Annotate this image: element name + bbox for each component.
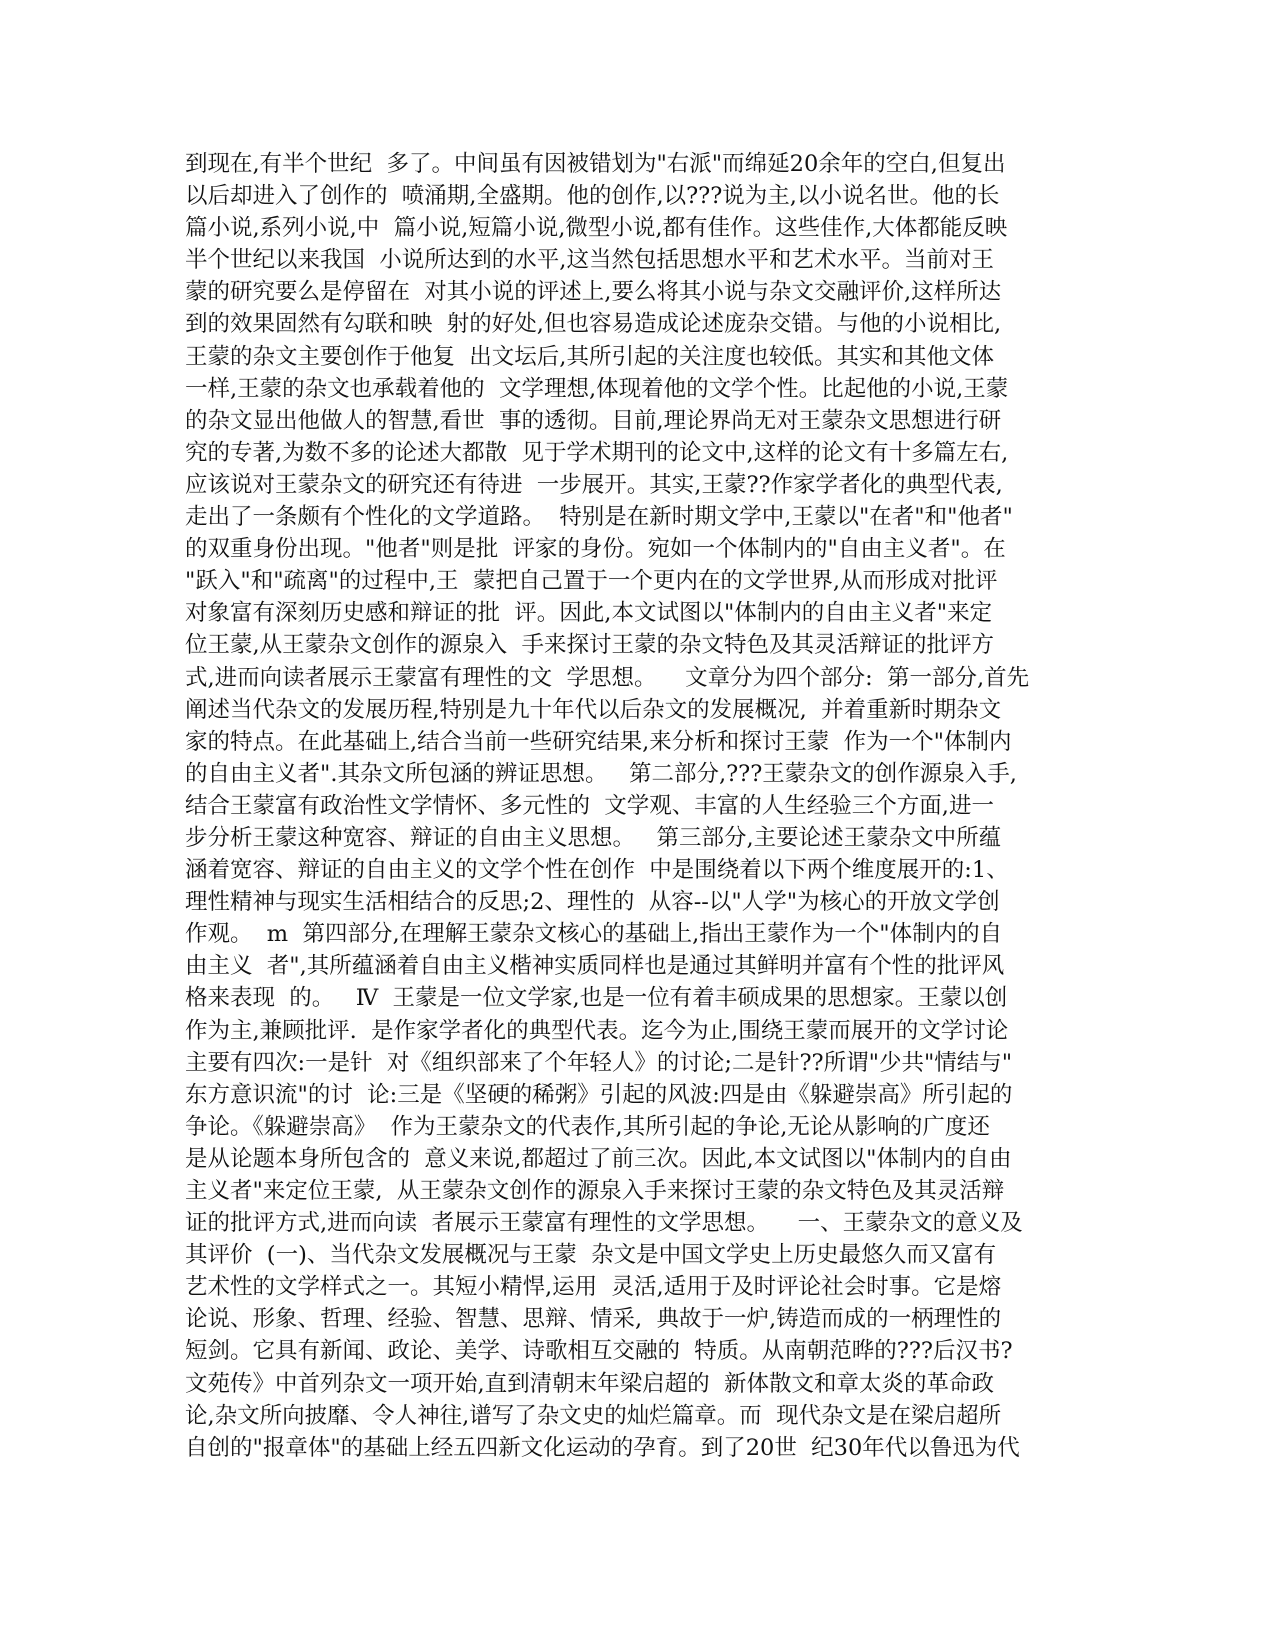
text-line: 应该说对王蒙杂文的研究还有待进 一步展开。其实,王蒙??作家学者化的典型代表,: [185, 471, 1003, 498]
text-line: 的杂文显出他做人的智慧,看世 事的透彻。目前,理论界尚无对王蒙杂文思想进行研: [185, 407, 1002, 434]
text-line: 到的效果固然有勾联和映 射的好处,但也容易造成论述庞杂交错。与他的小说相比,: [185, 311, 1002, 338]
text-line: 结合王蒙富有政治性文学情怀、多元性的 文学观、丰富的人生经验三个方面,进一: [185, 792, 994, 819]
text-line: "跃入"和"疏离"的过程中,王 蒙把自己置于一个更内在的文学世界,从而形成对批评: [185, 568, 998, 595]
text-line: 理性精神与现实生活相结合的反思;2、理性的 从容--以"人学"为核心的开放文学创: [185, 889, 1000, 916]
text-line: 作为主,兼顾批评. 是作家学者化的典型代表。迄今为止,围绕王蒙而展开的文学讨论: [185, 1017, 1009, 1044]
text-line: 的双重身份出现。"他者"则是批 评家的身份。宛如一个体制内的"自由主义者"。在: [185, 536, 1006, 563]
text-line: 一样,王蒙的杂文也承载着他的 文学理想,体现着他的文学个性。比起他的小说,王蒙: [185, 375, 1009, 402]
text-line: 半个世纪以来我国 小说所达到的水平,这当然包括思想水平和艺术水平。当前对王: [185, 247, 994, 274]
text-line: 家的特点。在此基础上,结合当前一些研究结果,来分析和探讨王蒙 作为一个"体制内: [185, 728, 1012, 755]
text-line: 的自由主义者".其杂文所包涵的辨证思想。 第二部分,???王蒙杂文的创作源泉入手,: [185, 760, 1017, 787]
body-text: [185, 148, 1085, 1464]
text-line: 东方意识流"的讨 论:三是《坚硬的稀粥》引起的风波:四是由《躲避崇高》所引起的: [185, 1081, 1013, 1108]
text-line: 由主义 者",其所蕴涵着自由主义楷神实质同样也是通过其鲜明并富有个性的批评风: [185, 953, 1005, 980]
text-line: 是从论题本身所包含的 意义来说,都超过了前三次。因此,本文试图以"体制内的自由: [185, 1145, 1012, 1172]
text-line: 自创的"报章体"的基础上经五四新文化运动的孕育。到了20世 纪30年代以鲁迅为代: [185, 1434, 1020, 1461]
text-line: 论说、形象、哲理、经验、智慧、思辩、情采, 典故于一炉,铸造而成的一柄理性的: [185, 1306, 1002, 1333]
text-line: 阐述当代杂文的发展历程,特别是九十年代以后杂文的发展概况, 并着重新时期杂文: [185, 696, 1002, 723]
text-line: 论,杂文所向披靡、令人神往,谱写了杂文史的灿烂篇章。而 现代杂文是在梁启超所: [185, 1402, 1002, 1429]
text-line: 证的批评方式,进而向读 者展示王蒙富有理性的文学思想。 一、王蒙杂文的意义及: [185, 1210, 1023, 1237]
text-line: 走出了一条颇有个性化的文学道路。 特别是在新时期文学中,王蒙以"在者"和"他者": [185, 504, 1013, 531]
text-line: 主义者"来定位王蒙, 从王蒙杂文创作的源泉入手来探讨王蒙的杂文特色及其灵活辩: [185, 1178, 1005, 1204]
text-line: 位王蒙,从王蒙杂文创作的源泉入 手来探讨王蒙的杂文特色及其灵活辩证的批评方: [185, 632, 994, 659]
text-line: 究的专著,为数不多的论述大都散 见于学术期刊的论文中,这样的论文有十多篇左右,: [185, 439, 1009, 466]
text-line: 对象富有深刻历史感和辩证的批 评。因此,本文试图以"体制内的自由主义者"来定: [185, 600, 993, 627]
text-line: 王蒙的杂文主要创作于他复 出文坛后,其所引起的关注度也较低。其实和其他文体: [185, 343, 994, 370]
text-line: 争论。《躲避崇高》 作为王蒙杂文的代表作,其所引起的争论,无论从影响的广度还: [185, 1113, 990, 1140]
text-line: 到现在,有半个世纪 多了。中间虽有因被错划为"右派"而绵延20余年的空白,但复出: [185, 151, 1006, 177]
text-line: 主要有四次:一是针 对《组织部来了个年轻人》的讨论;二是针??所谓"少共"情结与": [185, 1049, 1013, 1076]
text-line: 格来表现 的。 Ⅳ 王蒙是一位文学家,也是一位有着丰硕成果的思想家。王蒙以创: [185, 985, 1008, 1012]
text-line: 其评价 (一)、当代杂文发展概况与王蒙 杂文是中国文学史上历史最悠久而又富有: [185, 1242, 997, 1269]
text-line: 蒙的研究要么是停留在 对其小说的评述上,要么将其小说与杂文交融评价,这样所达: [185, 279, 1002, 306]
text-line: 篇小说,系列小说,中 篇小说,短篇小说,微型小说,都有佳作。这些佳作,大体都能反映: [185, 215, 1008, 242]
text-line: 短剑。它具有新闻、政论、美学、诗歌相互交融的 特质。从南朝范晔的???后汉书?: [185, 1338, 1013, 1365]
text-line: 文苑传》中首列杂文一项开始,直到清朝末年梁启超的 新体散文和章太炎的革命政: [185, 1370, 994, 1397]
text-line: 以后却进入了创作的 喷涌期,全盛期。他的创作,以???说为主,以小说名世。他的长: [185, 183, 1000, 210]
text-line: 步分析王蒙这种宽容、辩证的自由主义思想。 第三部分,主要论述王蒙杂文中所蕴: [185, 824, 1002, 851]
text-line: 涵着宽容、辩证的自由主义的文学个性在创作 中是围绕着以下两个维度展开的:1、: [185, 857, 1009, 884]
text-line: 作观。 m 第四部分,在理解王蒙杂文核心的基础上,指出王蒙作为一个"体制内的自: [185, 921, 1003, 948]
text-line: 艺术性的文学样式之一。其短小精悍,运用 灵活,适用于及时评论社会时事。它是熔: [185, 1274, 1002, 1301]
text-line: 式,进而向读者展示王蒙富有理性的文 学思想。 文章分为四个部分: 第一部分,首先: [185, 664, 1030, 691]
